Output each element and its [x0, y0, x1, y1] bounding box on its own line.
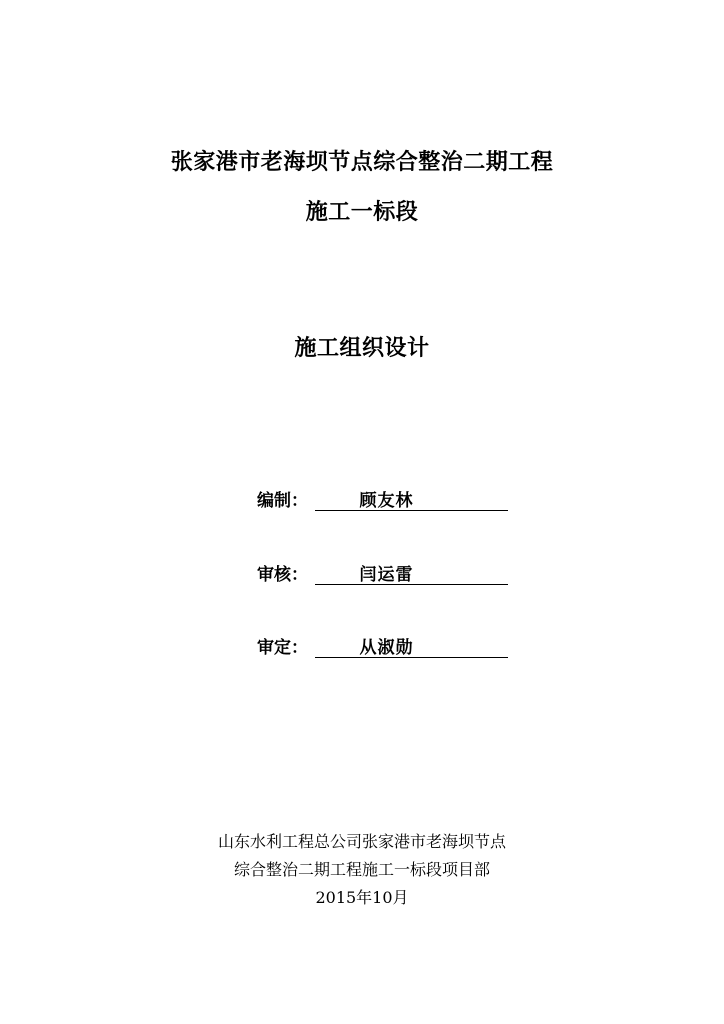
document-type-title: 施工组织设计	[294, 335, 430, 361]
organization-line-1: 山东水利工程总公司张家港市老海坝节点	[217, 832, 506, 851]
signature-row-approver	[257, 636, 517, 662]
signature-name: 顾友林	[359, 491, 414, 511]
project-title: 张家港市老海坝节点综合整治二期工程	[170, 149, 554, 175]
signature-label: 审核：	[257, 565, 308, 585]
document-date: 2015年10月	[315, 888, 409, 907]
signature-name: 从淑勋	[359, 638, 414, 658]
signature-label: 审定：	[257, 638, 308, 658]
signature-label: 编制：	[257, 491, 308, 511]
signature-row-reviewer	[257, 563, 517, 589]
section-title: 施工一标段	[305, 199, 419, 225]
signature-name: 闫运雷	[359, 565, 414, 585]
organization-line-2: 综合整治二期工程施工一标段项目部	[233, 860, 490, 879]
signature-row-compiler	[257, 489, 517, 515]
